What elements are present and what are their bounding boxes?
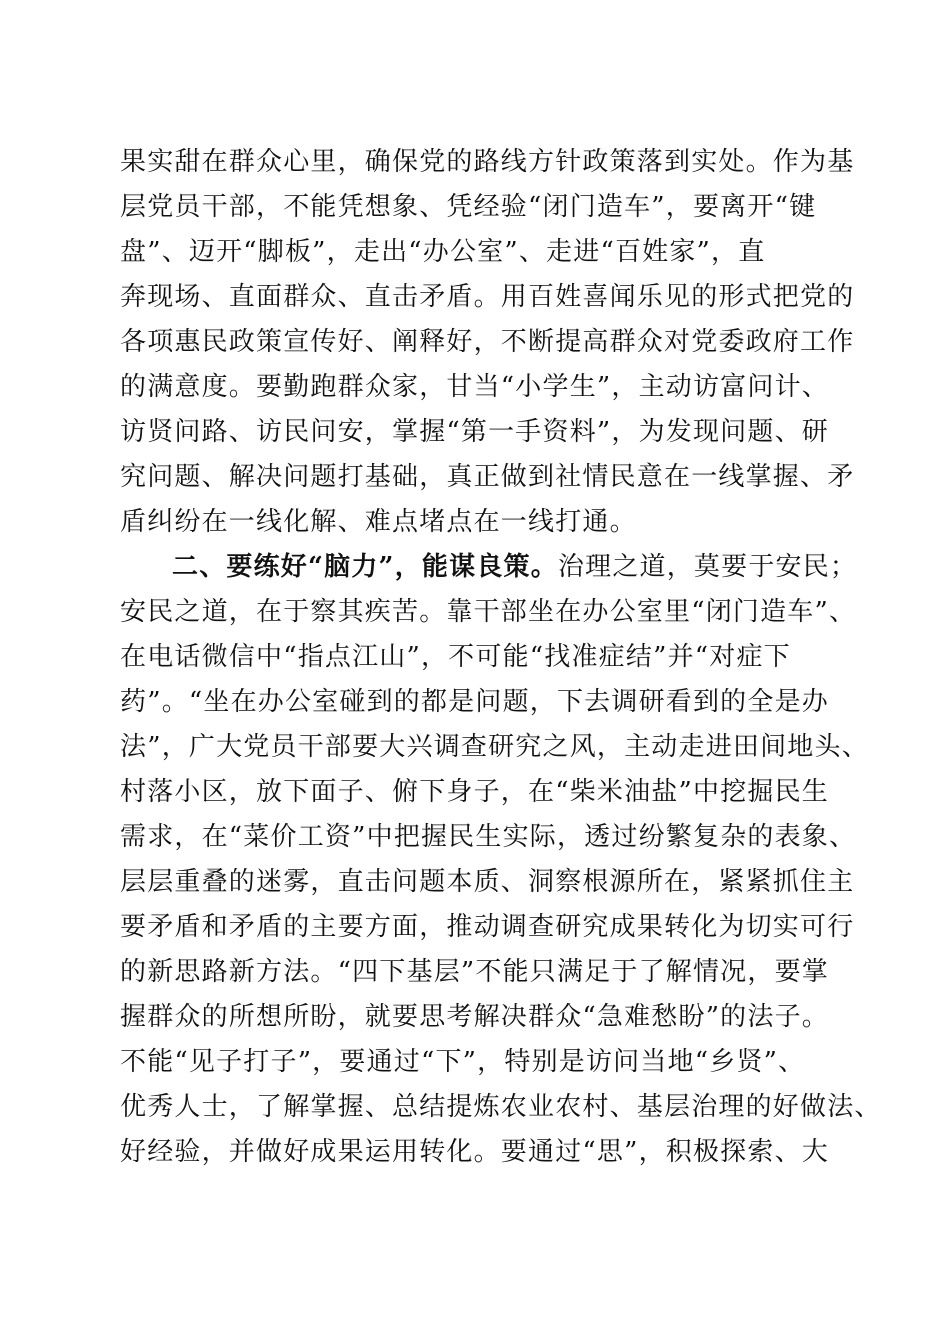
text-line: 的新思路新方法。“四下基层”不能只满足于了解情况，要掌 — [120, 957, 829, 987]
text-line: 优秀人士，了解掌握、总结提炼农业农村、基层治理的好做法、 — [120, 1092, 882, 1122]
text-line: 村落小区，放下面子、俯下身子，在“柴米油盐”中挖掘民生 — [120, 777, 829, 807]
document-body — [120, 140, 882, 1175]
text-line: 层层重叠的迷雾，直击问题本质、洞察根源所在，紧紧抓住主 — [120, 867, 855, 897]
section-first-line — [120, 545, 858, 590]
text-line: 握群众的所想所盼，就要思考解决群众“急难愁盼”的法子。 — [120, 1002, 829, 1032]
text-line: 药”。“坐在办公室碰到的都是问题，下去调研看到的全是办 — [120, 687, 829, 717]
text-line: 各项惠民政策宣传好、阐释好，不断提高群众对党委政府工作 — [120, 327, 855, 357]
section-heading: 二、要练好“脑力”，能谋良策。 — [172, 552, 558, 582]
text-line: 的满意度。要勤跑群众家，甘当“小学生”，主动访富问计、 — [120, 372, 829, 402]
text-line: 要矛盾和矛盾的主要方面，推动调查研究成果转化为切实可行 — [120, 912, 855, 942]
text-line: 法”，广大党员干部要大兴调查研究之风，主动走进田间地头、 — [120, 732, 869, 762]
text-line: 好经验，并做好成果运用转化。要通过“思”，积极探索、大 — [120, 1137, 829, 1167]
text-line: 访贤问路、访民问安，掌握“第一手资料”，为发现问题、研 — [120, 417, 829, 447]
text-line: 奔现场、直面群众、直击矛盾。用百姓喜闻乐见的形式把党的 — [120, 282, 855, 312]
section-first-line-text: 治理之道，莫要于安民； — [557, 552, 858, 582]
text-line: 盾纠纷在一线化解、难点堵点在一线打通。 — [120, 507, 637, 537]
text-line: 在电话微信中“指点江山”，不可能“找准症结”并“对症下 — [120, 642, 791, 672]
text-line: 盘”、迈开“脚板”，走出“办公室”、走进“百姓家”，直 — [120, 237, 766, 267]
text-line: 果实甜在群众心里，确保党的路线方针政策落到实处。作为基 — [120, 147, 855, 177]
text-line: 究问题、解决问题打基础，真正做到社情民意在一线掌握、矛 — [120, 462, 855, 492]
text-line: 层党员干部，不能凭想象、凭经验“闭门造车”，要离开“键 — [120, 192, 817, 222]
text-line: 安民之道，在于察其疾苦。靠干部坐在办公室里“闭门造车”、 — [120, 597, 857, 627]
text-line: 不能“见子打子”，要通过“下”，特别是访问当地“乡贤”、 — [120, 1047, 806, 1077]
text-line: 需求，在“菜价工资”中把握民生实际，透过纷繁复杂的表象、 — [120, 822, 857, 852]
